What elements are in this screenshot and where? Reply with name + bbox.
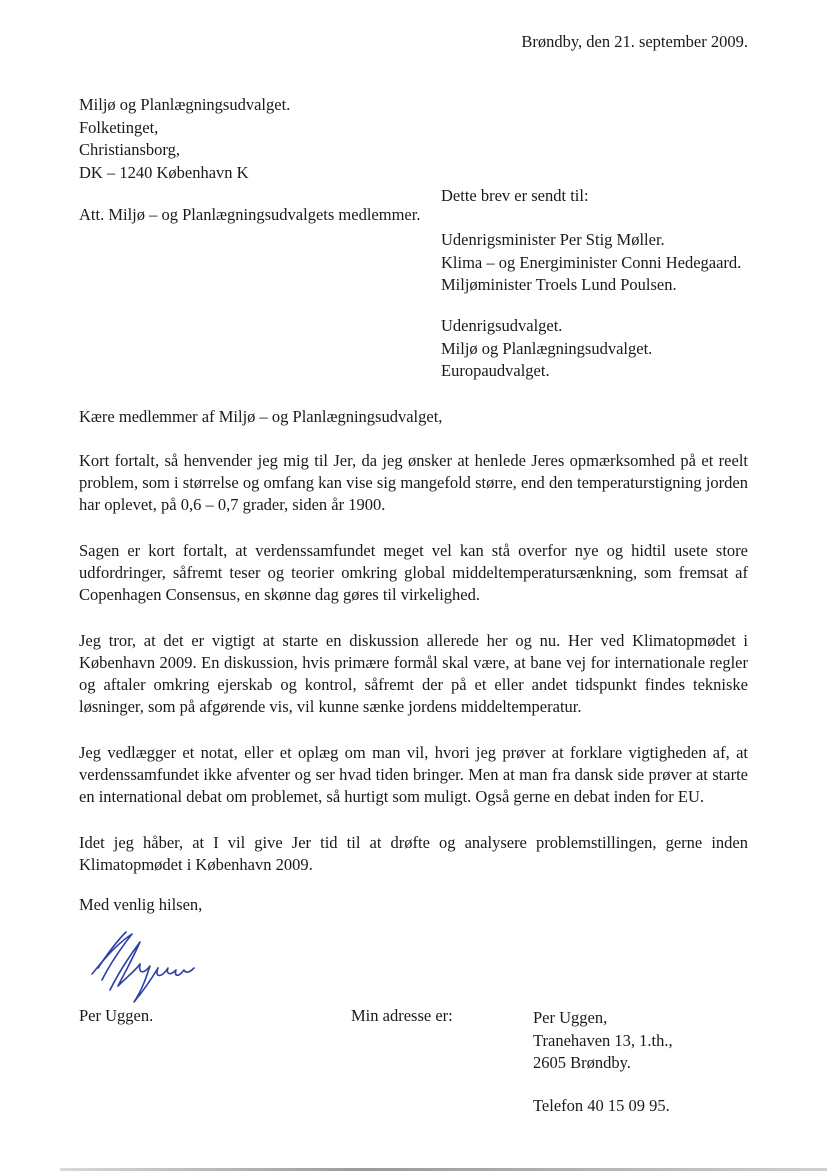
body-paragraph: Idet jeg håber, at I vil give Jer tid til at drøfte og analysere problemstillingen, gerne inden Klimatopmødet i København 2009. (79, 833, 748, 874)
cc-item: Udenrigsminister Per Stig Møller. (441, 230, 665, 249)
date-line: Brøndby, den 21. september 2009. (521, 32, 748, 51)
cc-ministers-list (441, 229, 801, 297)
address-line: Tranehaven 13, 1.th., (533, 1030, 673, 1050)
attention-line: Att. Miljø – og Planlægningsudvalgets medlemmer. (79, 205, 421, 224)
recipient-line: Miljø og Planlægningsudvalget. (79, 95, 291, 114)
cc-item: Klima – og Energiminister Conni Hedegaard. (441, 252, 742, 272)
address-line: Per Uggen, (533, 1008, 608, 1027)
cc-item: Miljø og Planlægningsudvalget. (441, 338, 653, 358)
cc-item: Miljøminister Troels Lund Poulsen. (441, 275, 677, 294)
recipient-line: Christiansborg, (79, 140, 180, 159)
cc-item: Udenrigsudvalget. (441, 316, 563, 335)
scan-edge-divider (60, 1168, 827, 1171)
sender-name: Per Uggen. (79, 1006, 154, 1025)
cc-committees-list (441, 315, 801, 383)
address-label: Min adresse er: (351, 1006, 453, 1025)
sender-address (533, 1007, 753, 1075)
body-paragraph: Jeg vedlægger et notat, eller et oplæg om man vil, hvori jeg prøver at forklare vigtigheden af, at verdenssamfundet ikke afventer og ser hvad tiden bringer. Men at man fra dansk side prøver at starte en international debat om problemet, så hurtigt som muligt. Også gerne en debat inden for EU. (79, 743, 748, 806)
body-paragraph: Jeg tror, at det er vigtigt at starte en diskussion allerede her og nu. Her ved Klimatopmødet i København 2009. En diskussion, hvis primære formål skal være, at bane vej for internationale regler og aftaler omkring ejerskab og kontrol, såfremt der på et eller andet tidspunkt findes tekniske løsninger, som på afgørende vis, vil kunne sænke jordens middeltemperatur. (79, 631, 748, 716)
recipient-address (79, 94, 479, 184)
recipient-line: Folketinget, (79, 117, 159, 137)
handwritten-signature-icon (88, 928, 198, 1006)
body-paragraph: Kort fortalt, så henvender jeg mig til Jer, da jeg ønsker at henlede Jeres opmærksomhed på et reelt problem, som i størrelse og omfang kan vise sig mangefold større, end den temperaturstigning jorden har oplevet, på 0,6 – 0,7 grader, siden år 1900. (79, 451, 748, 514)
letter-body (79, 450, 748, 900)
cc-item: Europaudvalget. (441, 361, 550, 380)
body-paragraph: Sagen er kort fortalt, at verdenssamfundet meget vel kan stå overfor nye og hidtil usete store udfordringer, såfremt teser og teorier omkring global middeltemperatursænkning, som fremsat af Copenhagen Consensus, en skønne dag gøres til virkelighed. (79, 541, 748, 604)
address-line: 2605 Brøndby. (533, 1053, 631, 1072)
closing: Med venlig hilsen, (79, 895, 203, 914)
phone-number: Telefon 40 15 09 95. (533, 1096, 670, 1115)
sent-to-label: Dette brev er sendt til: (441, 186, 589, 205)
recipient-line: DK – 1240 København K (79, 162, 249, 182)
greeting: Kære medlemmer af Miljø – og Planlægningsudvalget, (79, 407, 443, 426)
